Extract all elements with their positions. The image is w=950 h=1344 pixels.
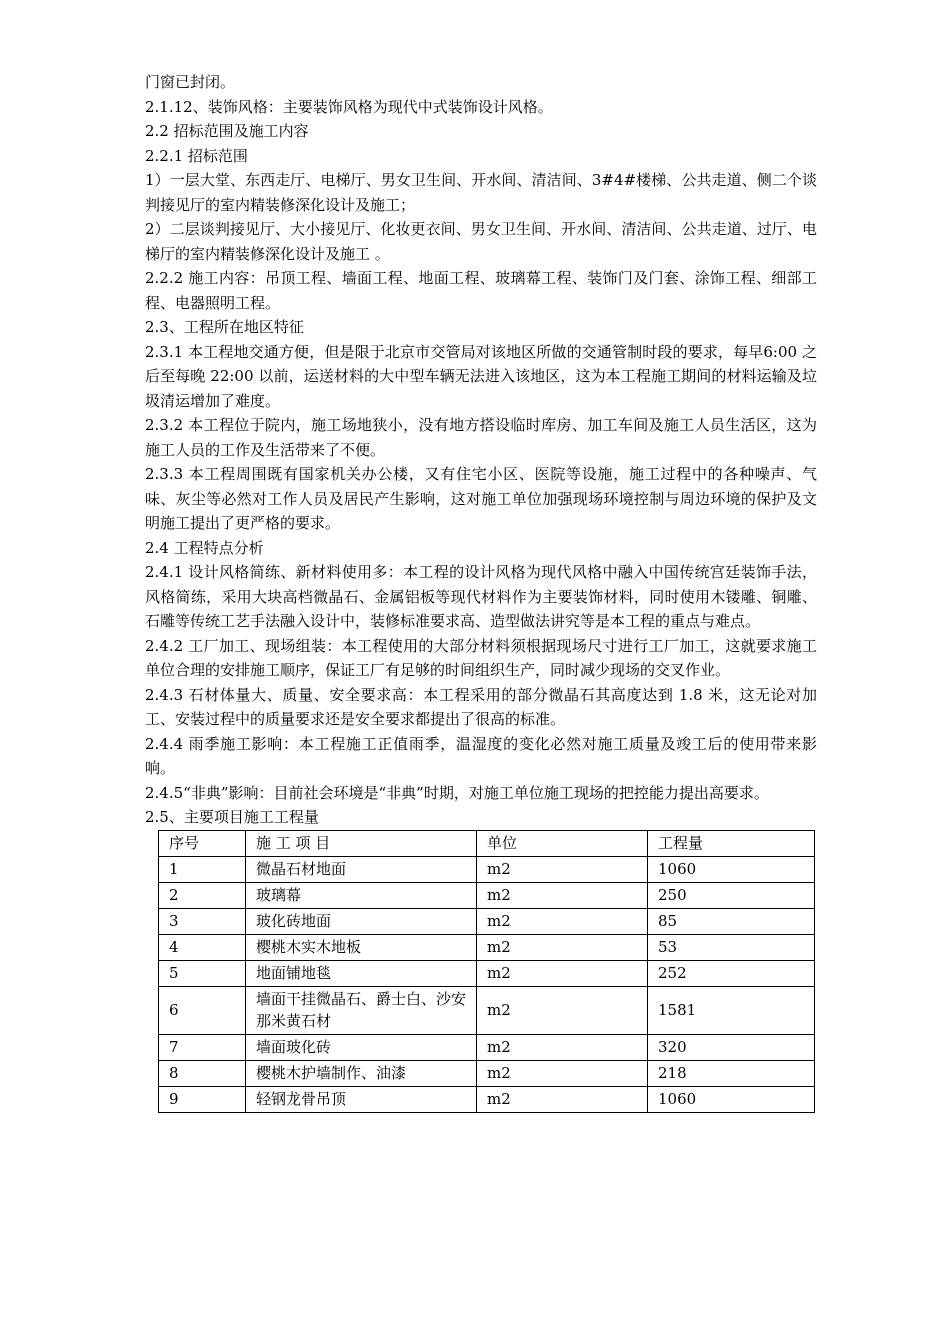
table-cell: 250 xyxy=(648,882,815,908)
table-cell: 53 xyxy=(648,934,815,960)
table-cell: 玻璃幕 xyxy=(246,882,477,908)
table-cell: 85 xyxy=(648,908,815,934)
table-header-cell: 单位 xyxy=(477,830,648,856)
table-cell: 地面铺地毯 xyxy=(246,960,477,986)
table-cell: m2 xyxy=(477,934,648,960)
paragraph: 2.3.2 本工程位于院内，施工场地狭小，没有地方搭设临时库房、加工车间及施工人员生活区，这为施工人员的工作及生活带来了不便。 xyxy=(145,416,817,459)
paragraph: 2.4.5“非典”影响：目前社会环境是“非典”时期，对施工单位施工现场的把控能力提出高要求。 xyxy=(145,783,769,802)
table-cell: 3 xyxy=(159,908,246,934)
table-cell: m2 xyxy=(477,986,648,1034)
subsection-heading: 2.2.1 招标范围 xyxy=(145,146,248,165)
table-cell: 玻化砖地面 xyxy=(246,908,477,934)
table-row xyxy=(159,1034,815,1060)
table-cell: m2 xyxy=(477,882,648,908)
table-header-row xyxy=(159,830,815,856)
paragraph: 2.1.12、装饰风格：主要装饰风格为现代中式装饰设计风格。 xyxy=(145,97,553,116)
table-cell: 墙面干挂微晶石、爵士白、沙安那米黄石材 xyxy=(246,986,477,1034)
paragraph: 2.4.4 雨季施工影响：本工程施工正值雨季，温湿度的变化必然对施工质量及竣工后的使用带来影响。 xyxy=(145,734,817,777)
paragraph: 2.2.2 施工内容：吊顶工程、墙面工程、地面工程、玻璃幕工程、装饰门及门套、涂饰工程、细部工程、电器照明工程。 xyxy=(145,269,817,312)
table-cell: m2 xyxy=(477,1034,648,1060)
table-cell: 7 xyxy=(159,1034,246,1060)
table-header-cell: 施 工 项 目 xyxy=(246,830,477,856)
paragraph: 门窗已封闭。 xyxy=(145,73,236,91)
table-cell: 320 xyxy=(648,1034,815,1060)
table-cell: 9 xyxy=(159,1086,246,1112)
table-cell: 1060 xyxy=(648,1086,815,1112)
table-cell: 1 xyxy=(159,856,246,882)
table-row xyxy=(159,1060,815,1086)
table-cell: 252 xyxy=(648,960,815,986)
table-cell: 微晶石材地面 xyxy=(246,856,477,882)
table-cell: 樱桃木实木地板 xyxy=(246,934,477,960)
table-cell: 8 xyxy=(159,1060,246,1086)
table-row xyxy=(159,882,815,908)
table-cell: 5 xyxy=(159,960,246,986)
table-cell: 6 xyxy=(159,986,246,1034)
table-cell: 墙面玻化砖 xyxy=(246,1034,477,1060)
paragraph: 2.3.1 本工程地交通方便，但是限于北京市交管局对该地区所做的交通管制时段的要求，每早6:00 之后至每晚 22:00 以前，运送材料的大中型车辆无法进入该地区，这为本工程施工期间的材料运输及垃圾清运增加了难度。 xyxy=(145,342,817,410)
table-cell: m2 xyxy=(477,1086,648,1112)
quantities-table xyxy=(158,830,815,1113)
paragraph: 1）一层大堂、东西走厅、电梯厅、男女卫生间、开水间、清洁间、3#4#楼梯、公共走道、侧二个谈判接见厅的室内精装修深化设计及施工； xyxy=(145,171,817,214)
table-row xyxy=(159,986,815,1034)
paragraph: 2）二层谈判接见厅、大小接见厅、化妆更衣间、男女卫生间、开水间、清洁间、公共走道、过厅、电梯厅的室内精装修深化设计及施工 。 xyxy=(145,220,817,263)
table-row xyxy=(159,856,815,882)
paragraph: 2.4.3 石材体量大、质量、安全要求高：本工程采用的部分微晶石其高度达到 1.8 米，这无论对加工、安装过程中的质量要求还是安全要求都提出了很高的标准。 xyxy=(145,685,817,728)
table-row xyxy=(159,960,815,986)
document-page xyxy=(145,70,817,1113)
table-cell: m2 xyxy=(477,960,648,986)
table-header-cell: 工程量 xyxy=(648,830,815,856)
table-cell: 轻钢龙骨吊顶 xyxy=(246,1086,477,1112)
section-heading: 2.3、工程所在地区特征 xyxy=(145,318,304,336)
section-heading: 2.2 招标范围及施工内容 xyxy=(145,122,309,140)
table-cell: m2 xyxy=(477,908,648,934)
table-cell: 4 xyxy=(159,934,246,960)
table-row xyxy=(159,934,815,960)
table-cell: m2 xyxy=(477,1060,648,1086)
table-cell: 218 xyxy=(648,1060,815,1086)
section-heading: 2.5、主要项目施工工程量 xyxy=(145,808,319,826)
table-row xyxy=(159,1086,815,1112)
table-cell: 樱桃木护墙制作、油漆 xyxy=(246,1060,477,1086)
table-cell: 1060 xyxy=(648,856,815,882)
paragraph: 2.4.2 工厂加工、现场组装：本工程使用的大部分材料须根据现场尺寸进行工厂加工，这就要求施工单位合理的安排施工顺序，保证工厂有足够的时间组织生产，同时减少现场的交叉作业。 xyxy=(145,636,817,679)
table-cell: 2 xyxy=(159,882,246,908)
section-heading: 2.4 工程特点分析 xyxy=(145,538,264,557)
table-cell: 1581 xyxy=(648,986,815,1034)
table-header-cell: 序号 xyxy=(159,830,246,856)
table-row xyxy=(159,908,815,934)
table-cell: m2 xyxy=(477,856,648,882)
paragraph: 2.4.1 设计风格简练、新材料使用多：本工程的设计风格为现代风格中融入中国传统宫廷装饰手法，风格简练，采用大块高档微晶石、金属铝板等现代材料作为主要装饰材料，同时使用木镂雕、铜雕、石雕等传统工艺手法融入设计中，装修标准要求高、造型做法讲究等是本工程的重点与难点。 xyxy=(145,563,817,630)
paragraph: 2.3.3 本工程周围既有国家机关办公楼，又有住宅小区、医院等设施，施工过程中的各种噪声、气味、灰尘等必然对工作人员及居民产生影响，这对施工单位加强现场环境控制与周边环境的保护及文明施工提出了更严格的要求。 xyxy=(145,465,817,532)
